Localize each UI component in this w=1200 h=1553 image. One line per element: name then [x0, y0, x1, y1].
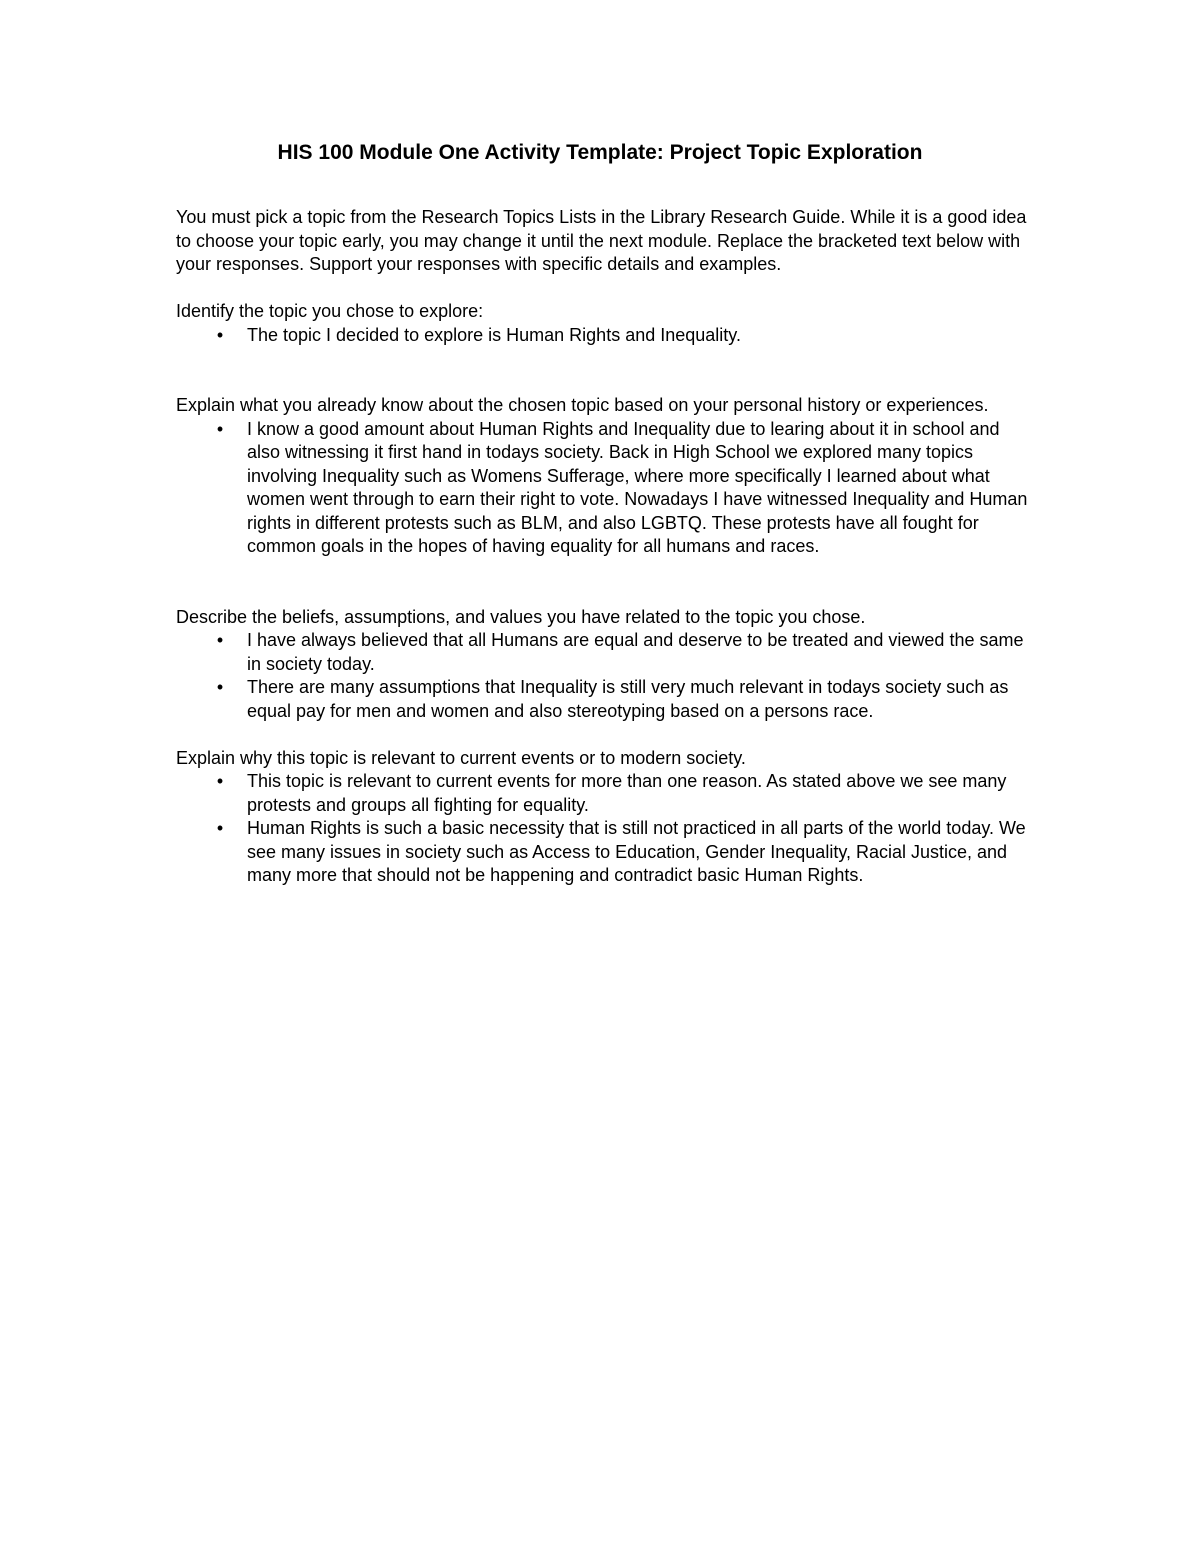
bullet-list: [176, 629, 1028, 723]
list-item: [176, 676, 1028, 723]
bullet-icon: •: [216, 324, 224, 345]
list-item-text: Human Rights is such a basic necessity that is still not practiced in all parts of the world today. We see many issues in society such as Access to Education, Gender Inequality, Racial Justice, and many more that should not be happening and contradict basic Human Rights.: [247, 818, 1026, 885]
bullet-icon: •: [216, 771, 224, 791]
intro-paragraph: You must pick a topic from the Research Topics Lists in the Library Research Guide. While it is a good idea to choose your topic early, you may change it until the next module. Replace the bracketed text below with your responses. Support your responses with specific details and examples.: [176, 207, 1027, 274]
list-item: [176, 770, 1028, 817]
bullet-list: [176, 324, 1028, 348]
section-topic: [176, 300, 1028, 347]
bullet-icon: •: [216, 418, 224, 439]
list-item: [176, 418, 1028, 559]
list-item: [176, 817, 1028, 888]
list-item-text: This topic is relevant to current events for more than one reason. As stated above we see many protests and groups all fighting for equality.: [247, 771, 1007, 815]
list-item-text: There are many assumptions that Inequality is still very much relevant in todays society such as equal pay for men and women and also stereotyping based on a persons race.: [247, 677, 1009, 721]
list-item-text: I have always believed that all Humans are equal and deserve to be treated and viewed the same in society today.: [247, 630, 1024, 674]
list-item-text: I know a good amount about Human Rights and Inequality due to learing about it in school and also witnessing it first hand in todays society. Back in High School we explored many topics involving Inequality such as Womens Sufferage, where more specifically I learned about what women went through to earn their right to vote. Nowadays I have witnessed Inequality and Human rights in different protests such as BLM, and also LGBTQ. These protests have all fought for common goals in the hopes of having equality for all humans and races.: [247, 418, 1028, 556]
document-title: HIS 100 Module One Activity Template: Project Topic Exploration: [277, 141, 923, 164]
section-prompt: Identify the topic you chose to explore:: [176, 301, 484, 321]
bullet-icon: •: [216, 630, 224, 650]
bullet-icon: •: [216, 818, 224, 838]
section-prompt: Explain why this topic is relevant to current events or to modern society.: [176, 747, 746, 768]
section-prompt: Describe the beliefs, assumptions, and values you have related to the topic you chose.: [176, 606, 866, 627]
section-prior-knowledge: [176, 394, 1028, 559]
section-prompt: Explain what you already know about the chosen topic based on your personal history or experiences.: [176, 395, 989, 415]
bullet-list: [176, 418, 1028, 559]
section-relevance: [176, 747, 1028, 888]
list-item-text: The topic I decided to explore is Human Rights and Inequality.: [247, 324, 741, 345]
list-item: [176, 324, 1028, 348]
section-beliefs: [176, 606, 1028, 724]
bullet-list: [176, 770, 1028, 888]
list-item: [176, 629, 1028, 676]
bullet-icon: •: [216, 677, 224, 697]
document-body: [176, 206, 1028, 888]
